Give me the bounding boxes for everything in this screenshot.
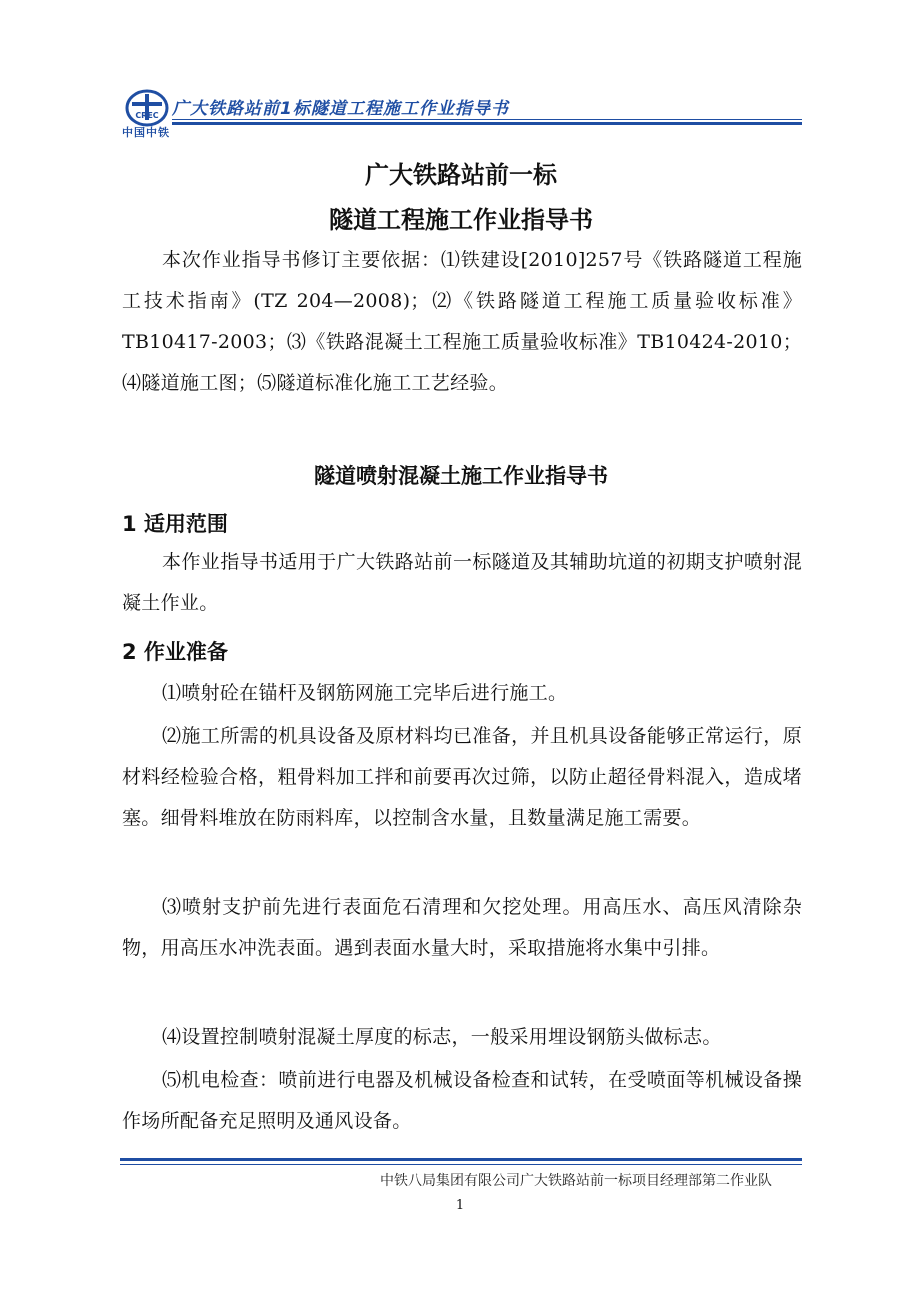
footer-rule [120,1164,802,1165]
logo-mark-text: CREC [135,111,159,120]
section-2-paragraph-2: ⑵施工所需的机具设备及原材料均已准备，并且机具设备能够正常运行，原材料经检验合格，粗骨料加工拌和前要再次过筛，以防止超径骨料混入，造成堵塞。细骨料堆放在防雨料库，以控制含水量，且数量满足施工需要。 [122,725,802,829]
title-line-2: 隧道工程施工作业指导书 [329,206,593,234]
company-short-name: 中国中铁 [122,126,170,139]
page-number: 1 [455,1198,465,1213]
section-1-paragraph-1: 本作业指导书适用于广大铁路站前一标隧道及其辅助坑道的初期支护喷射混凝土作业。 [122,551,802,614]
page-header [120,84,802,140]
header-rule [172,119,802,120]
section-heading-1: 1 适用范围 [122,512,228,536]
header-rule-thick [172,122,802,125]
title-line-1: 广大铁路站前一标 [365,161,557,189]
section-heading-2: 2 作业准备 [122,640,228,664]
header-doc-title: 广大铁路站前1标隧道工程施工作业指导书 [172,99,509,119]
section-2-paragraph-3: ⑶喷射支护前先进行表面危石清理和欠挖处理。用高压水、高压风清除杂物，用高压水冲洗表面。遇到表面水量大时，采取措施将水集中引排。 [122,896,802,959]
section-2-paragraph-1: ⑴喷射砼在锚杆及钢筋网施工完毕后进行施工。 [162,682,568,704]
footer-rule-thick [120,1158,802,1161]
section-2-paragraph-5: ⑸机电检查：喷前进行电器及机械设备检查和试转，在受喷面等机械设备操作场所配备充足照明及通风设备。 [122,1069,802,1132]
footer-organization: 中铁八局集团有限公司广大铁路站前一标项目经理部第二作业队 [380,1173,772,1189]
section-subtitle: 隧道喷射混凝土施工作业指导书 [314,464,608,488]
intro-paragraph: 本次作业指导书修订主要依据：⑴铁建设[2010]257号《铁路隧道工程施工技术指南》(TZ 204—2008)；⑵《铁路隧道工程施工质量验收标准》TB10417-2003；⑶《铁路混凝土工程施工质量验收标准》TB10424-2010；⑷隧道施工图；⑸隧道标准化施工工艺经验。 [122,249,802,394]
section-2-paragraph-4: ⑷设置控制喷射混凝土厚度的标志，一般采用埋设钢筋头做标志。 [162,1026,722,1048]
